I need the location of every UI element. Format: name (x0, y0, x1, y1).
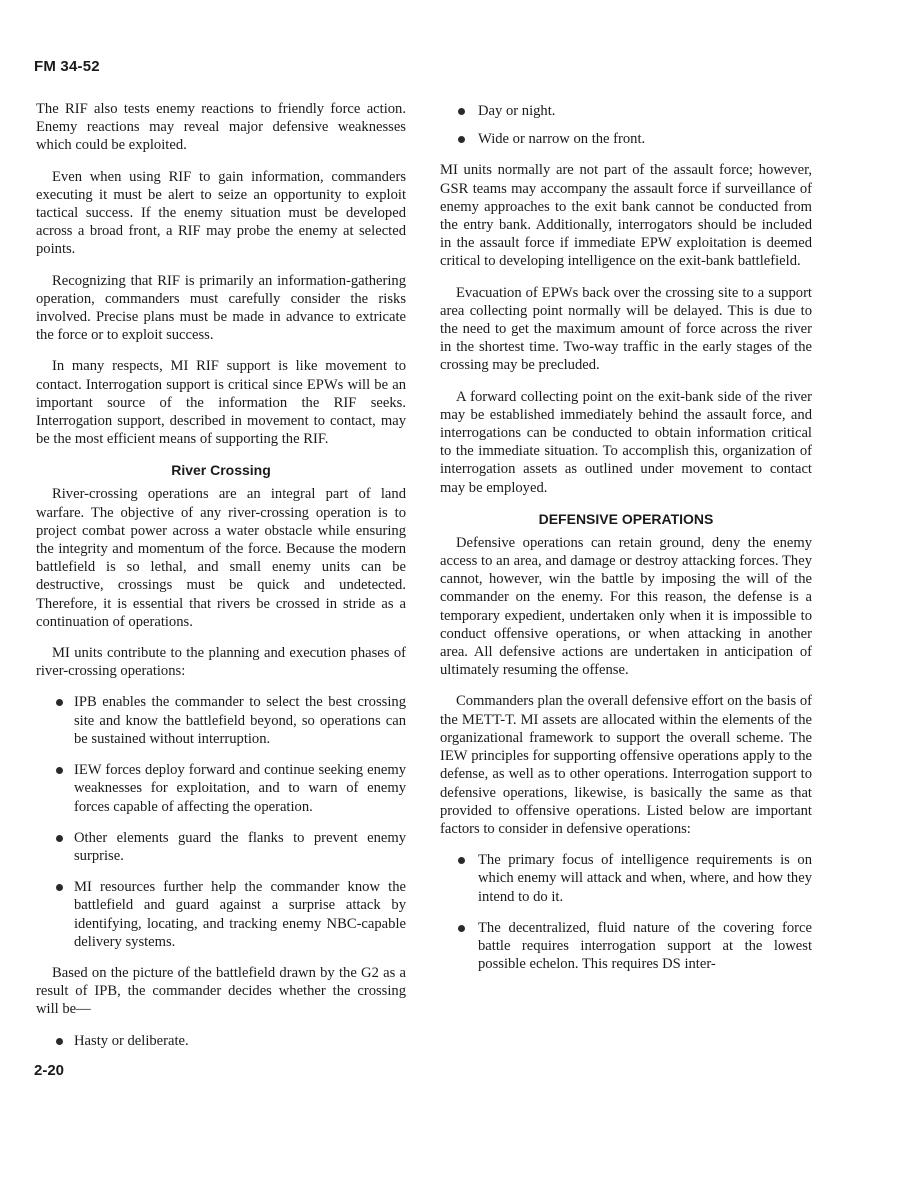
list-item: The primary focus of intelligence requirements is on which enemy will attack and when, where, and how they intend to do it. (440, 851, 812, 906)
bullet-icon (56, 699, 63, 706)
paragraph-mi-contribution: MI units contribute to the planning and execution phases of river-crossing operations: (36, 645, 406, 680)
list-item: Wide or narrow on the front. (440, 130, 812, 148)
list-item: The decentralized, fluid nature of the covering force battle requires interrogation support at the lowest possible echelon. This requires DS inter- (440, 919, 812, 974)
paragraph-rif-risks: Recognizing that RIF is primarily an information-gathering operation, commanders must carefully consider the risks involved. Precise plans must be made in advance to extricate the force or to exploit success. (36, 272, 406, 344)
page-number: 2-20 (34, 1062, 65, 1079)
list-item: Other elements guard the flanks to prevent enemy surprise. (36, 829, 406, 865)
paragraph-mi-assault-force: MI units normally are not part of the assault force; however, GSR teams may accompany the assault force if surveillance of enemy approaches to the exit bank cannot be conducted from the entry bank. Additionally, interrogators should be included in the assault force if immediate EPW exploitation is deemed critical to developing intelligence on the exit-bank battlefield. (440, 162, 812, 270)
list-item: MI resources further help the commander know the battlefield and guard against a surprise attack by identifying, locating, and tracking enemy NBC-capable delivery systems. (36, 878, 406, 951)
bullet-icon (56, 767, 63, 774)
bullet-icon (458, 925, 465, 932)
paragraph-defensive-planning: Commanders plan the overall defensive effort on the basis of the METT-T. MI assets are allocated within the elements of the organizational framework to support the overall scheme. The IEW principles for supporting offensive operations apply to the defense, as well as to other operations. Interrogation support to defensive operations, likewise, is basically the same as that provided to offensive operations. Listed below are important factors to consider in defensive operations: (440, 693, 812, 837)
paragraph-rif-reactions: The RIF also tests enemy reactions to friendly force action. Enemy reactions may reveal major defensive weaknesses which could be exploited. (36, 101, 406, 154)
list-item: IPB enables the commander to select the best crossing site and know the battlefield beyond, so operations can be sustained without interruption. (36, 693, 406, 748)
bullet-icon (56, 835, 63, 842)
bullet-list-mi-contributions (36, 693, 406, 950)
bullet-icon (56, 1038, 63, 1045)
paragraph-defensive-intro: Defensive operations can retain ground, deny the enemy access to an area, and damage or destroy attacking forces. They cannot, however, win the battle by imposing the will of the commander on the enemy. For this reason, the defense is a temporary expedient, undertaken only when it is impossible to conduct offensive operations, or when attacking in another area. All defensive actions are undertaken in anticipation of ultimately resuming the offense. (440, 534, 812, 679)
paragraph-mi-rif-support: In many respects, MI RIF support is like movement to contact. Interrogation support is critical since EPWs will be an important source of the information the RIF seeks. Interrogation support, described in movement to contact, may be the most efficient means of supporting the RIF. (36, 358, 406, 448)
paragraph-forward-collecting-point: A forward collecting point on the exit-bank side of the river may be established immediately behind the assault force, and interrogations can be conducted to obtain information critical to the immediate situation. To accomplish this, organization of interrogation assets as outlined under movement to contact may be employed. (440, 388, 812, 496)
document-id-header: FM 34-52 (34, 58, 100, 75)
right-column (440, 102, 812, 986)
paragraph-river-crossing-intro: River-crossing operations are an integral part of land warfare. The objective of any river-crossing operation is to project combat power across a water obstacle while ensuring the integrity and momentum of the force. Because the modern battlefield is so lethal, and small enemy units can be destructive, crossings must be quick and undetected. Therefore, it is essential that rivers be crossed in stride as a continuation of operations. (36, 486, 406, 630)
section-heading-defensive-operations: DEFENSIVE OPERATIONS (538, 510, 714, 527)
paragraph-epw-evacuation: Evacuation of EPWs back over the crossing site to a support area collecting point normally will be delayed. This is due to the need to get the maximum amount of force across the river in the shortest time. Two-way traffic in the early stages of the crossing may be precluded. (440, 284, 812, 374)
section-heading-river-crossing: River Crossing (171, 462, 271, 479)
paragraph-crossing-decision: Based on the picture of the battlefield drawn by the G2 as a result of IPB, the commander decides whether the crossing will be— (36, 964, 406, 1018)
bullet-list-crossing-type (36, 1032, 406, 1050)
bullet-list-defensive-factors (440, 851, 812, 973)
bullet-icon (458, 857, 465, 864)
list-item: Day or night. (440, 102, 812, 120)
paragraph-rif-information: Even when using RIF to gain information, commanders executing it must be alert to seize an opportunity to exploit tactical success. If the enemy situation must be developed across a broad front, a RIF may probe the enemy at selected points. (36, 168, 406, 258)
left-column (36, 100, 406, 1063)
bullet-icon (458, 108, 465, 115)
bullet-icon (56, 884, 63, 891)
bullet-list-crossing-conditions (440, 102, 812, 148)
bullet-icon (458, 136, 465, 143)
list-item: IEW forces deploy forward and continue seeking enemy weaknesses for exploitation, and to warn of enemy forces capable of affecting the operation. (36, 761, 406, 816)
list-item: Hasty or deliberate. (36, 1032, 406, 1050)
